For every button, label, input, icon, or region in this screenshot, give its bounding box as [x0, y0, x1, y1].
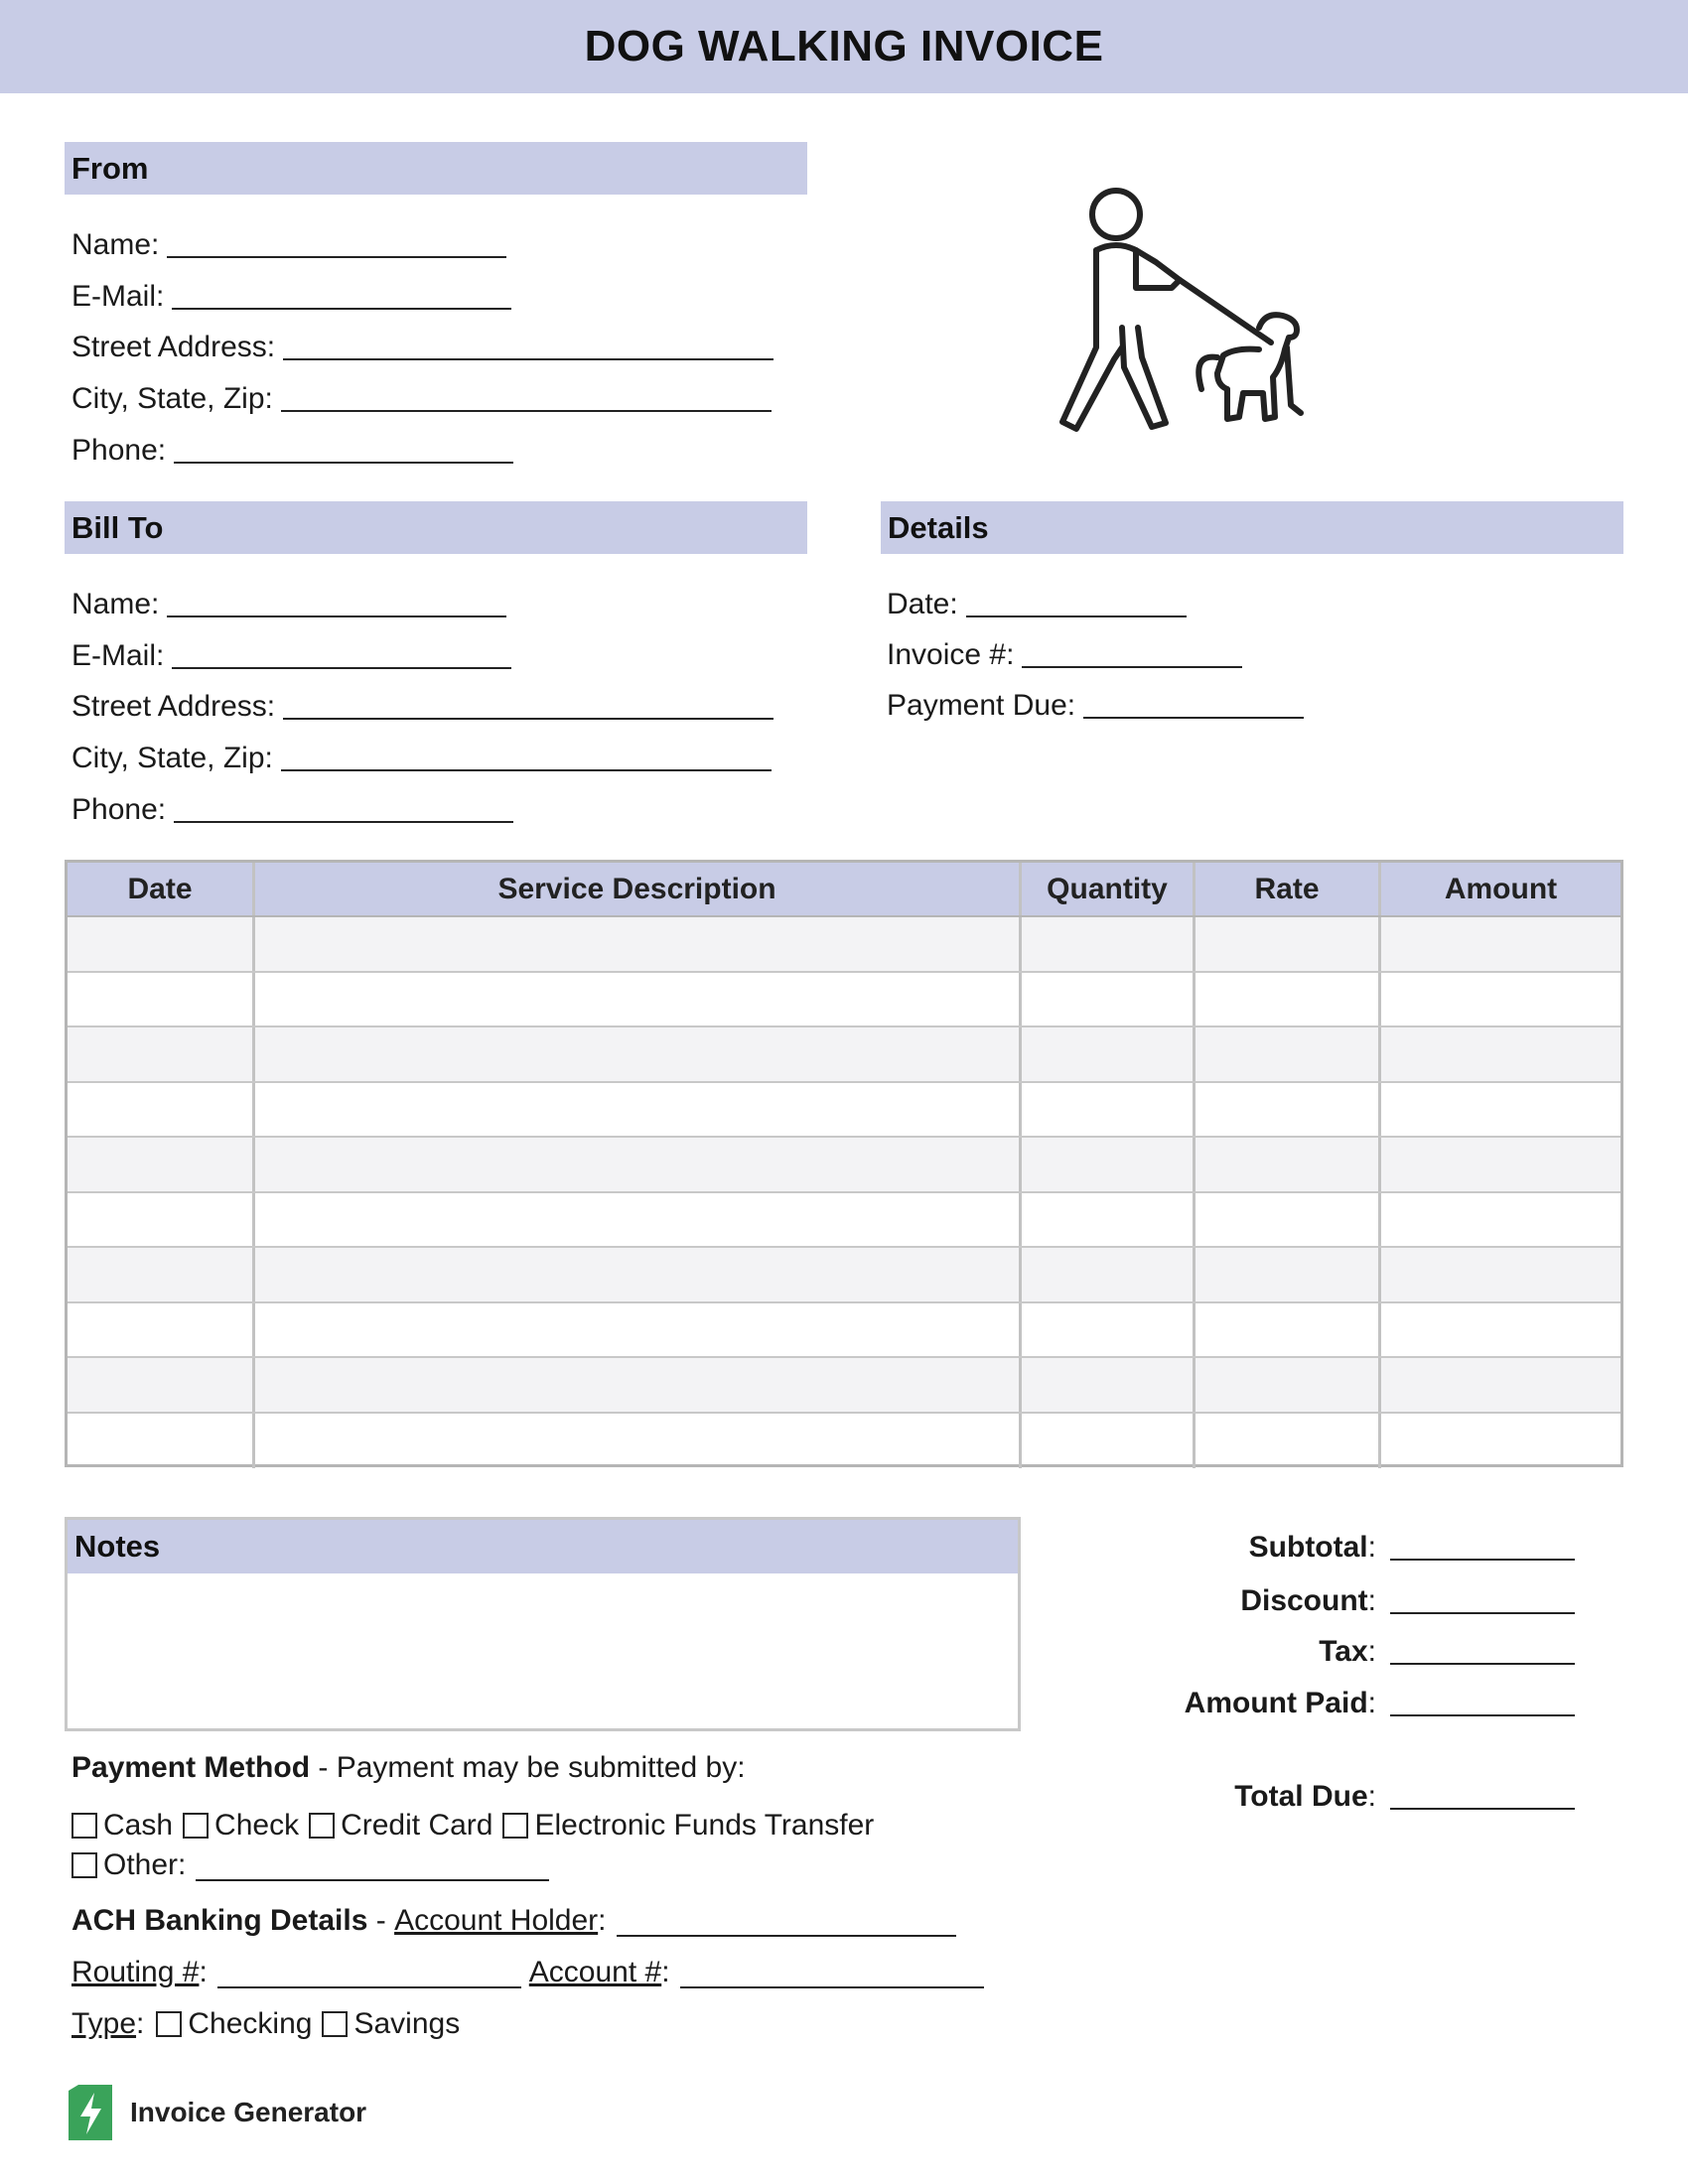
bill-to-street-field[interactable]: Street Address:	[71, 684, 774, 724]
discount-field[interactable]: Discount:	[0, 1578, 1688, 1618]
lightning-bolt-icon	[69, 2085, 112, 2140]
checkbox-icon[interactable]	[322, 2011, 348, 2037]
from-fields	[71, 222, 774, 468]
bill-to-city-field[interactable]: City, State, Zip:	[71, 736, 774, 775]
checkbox-icon[interactable]	[502, 1813, 528, 1839]
details-payment-due-field[interactable]: Payment Due:	[887, 683, 1304, 723]
payment-option-check[interactable]: Check	[183, 1809, 299, 1843]
payment-option-other[interactable]: Other:	[71, 1848, 549, 1882]
invoice-title: DOG WALKING INVOICE	[584, 22, 1104, 70]
column-header-date: Date	[68, 863, 255, 915]
checkbox-icon[interactable]	[309, 1813, 335, 1839]
details-fields	[887, 582, 1304, 723]
subtotal-field[interactable]: Subtotal:	[0, 1525, 1688, 1565]
payment-option-eft[interactable]: Electronic Funds Transfer	[502, 1809, 874, 1843]
table-header	[68, 863, 1620, 917]
ach-heading-line: ACH Banking Details - Account Holder :	[71, 1904, 956, 1938]
brand-footer	[69, 2085, 366, 2140]
from-city-field[interactable]: City, State, Zip:	[71, 376, 774, 416]
table-body	[68, 917, 1620, 1468]
table-row	[68, 1303, 1620, 1359]
payment-option-cash[interactable]: Cash	[71, 1809, 173, 1843]
checkbox-icon[interactable]	[183, 1813, 209, 1839]
table-row	[68, 1193, 1620, 1249]
account-holder-blank[interactable]	[617, 1905, 956, 1937]
from-email-field[interactable]: E-Mail:	[71, 274, 774, 314]
column-header-quantity: Quantity	[1022, 863, 1196, 915]
from-heading: From	[65, 142, 807, 195]
tax-field[interactable]: Tax:	[0, 1629, 1688, 1669]
routing-number-blank[interactable]	[217, 1957, 521, 1988]
table-row	[68, 917, 1620, 973]
notes-heading: Notes	[68, 1520, 1018, 1573]
dog-walker-icon	[1053, 179, 1331, 437]
ach-type-line: Type : Checking Savings	[71, 2007, 461, 2040]
column-header-description: Service Description	[255, 863, 1022, 915]
payment-method-line: Payment Method - Payment may be submitted by:	[71, 1751, 746, 1784]
bill-to-fields	[71, 582, 774, 827]
checkbox-icon[interactable]	[71, 1813, 97, 1839]
account-number-blank[interactable]	[680, 1957, 984, 1988]
table-row	[68, 1027, 1620, 1083]
bill-to-name-field[interactable]: Name:	[71, 582, 774, 621]
account-type-checking[interactable]: Checking	[156, 2007, 312, 2041]
title-band	[0, 0, 1688, 93]
brand-name: Invoice Generator	[130, 2097, 367, 2127]
from-name-field[interactable]: Name:	[71, 222, 774, 262]
line-items-table	[65, 860, 1623, 1467]
total-due-field[interactable]: Total Due:	[0, 1774, 1688, 1814]
payment-option-credit-card[interactable]: Credit Card	[309, 1809, 492, 1843]
bill-to-phone-field[interactable]: Phone:	[71, 787, 774, 827]
account-type-savings[interactable]: Savings	[322, 2007, 460, 2041]
from-street-field[interactable]: Street Address:	[71, 325, 774, 364]
table-row	[68, 1248, 1620, 1303]
column-header-rate: Rate	[1196, 863, 1381, 915]
column-header-amount: Amount	[1444, 872, 1558, 905]
table-row	[68, 1414, 1620, 1469]
payment-options	[71, 1809, 884, 1843]
details-date-field[interactable]: Date:	[887, 582, 1304, 621]
table-row	[68, 973, 1620, 1028]
amount-paid-field[interactable]: Amount Paid:	[0, 1681, 1688, 1720]
table-row	[68, 1138, 1620, 1193]
from-phone-field[interactable]: Phone:	[71, 428, 774, 468]
bill-to-heading: Bill To	[65, 501, 807, 554]
bill-to-email-field[interactable]: E-Mail:	[71, 633, 774, 673]
checkbox-icon[interactable]	[71, 1852, 97, 1878]
table-row	[68, 1358, 1620, 1414]
ach-numbers-line: Routing # : Account # :	[71, 1956, 984, 1989]
table-row	[68, 1083, 1620, 1139]
details-heading: Details	[881, 501, 1623, 554]
other-blank[interactable]	[196, 1849, 549, 1881]
details-invoice-number-field[interactable]: Invoice #:	[887, 632, 1304, 672]
checkbox-icon[interactable]	[156, 2011, 182, 2037]
